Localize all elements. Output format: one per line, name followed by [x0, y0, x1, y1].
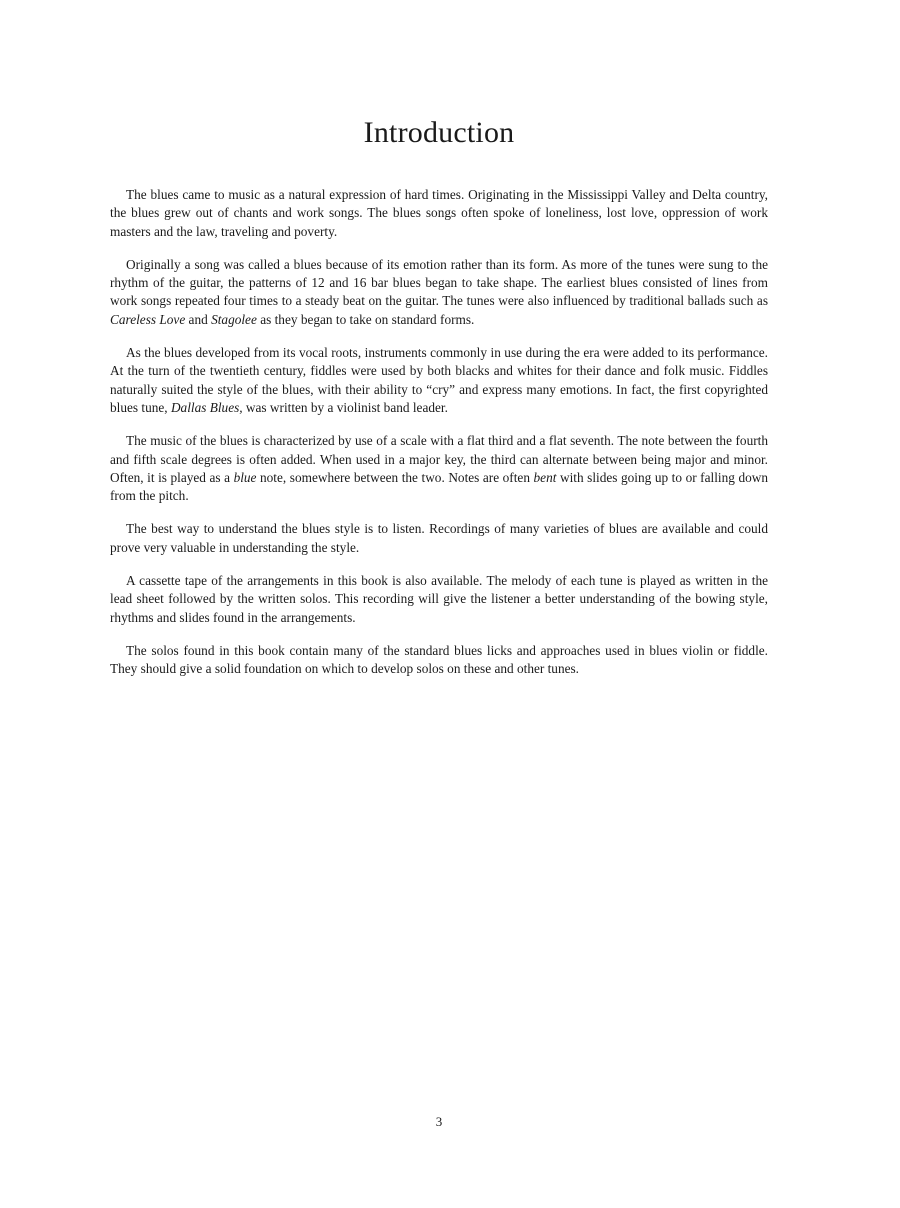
italic-title-run: Dallas Blues,	[170, 399, 243, 415]
text-run: The best way to understand the blues style is to listen. Recordings of many varieties of blues are available and could prove very valuable in understanding the style.	[110, 521, 768, 555]
paragraph-5	[110, 520, 768, 557]
page-title: Introduction	[363, 116, 515, 149]
text-run: and	[185, 311, 212, 327]
text-run: was written by a violinist band leader.	[242, 399, 448, 415]
text-run: The blues came to music as a natural expression of hard times. Originating in the Mississippi Valley and Delta country, the blues grew out of chants and work songs. The blues songs often spoke of loneliness, lost love, oppression of work masters and the law, traveling and poverty.	[110, 187, 768, 239]
text-run: Originally a song was called a blues because of its emotion rather than its form. As more of the tunes were sung to the rhythm of the guitar, the patterns of 12 and 16 bar blues began to take shape. The earliest blues consisted of lines from work songs repeated four times to a steady beat on the guitar. The tunes were also influenced by traditional ballads such as	[110, 256, 768, 309]
text-run: The music of the blues is characterized by use of a scale with a flat third and a flat seventh. The note between the fourth and fifth scale degrees is often added. When used in a major key, the third can alternate between being major and minor. Often, it is played as a	[110, 433, 768, 485]
text-run: with slides going up to or falling down from the pitch.	[110, 469, 768, 504]
italic-title-run: Stagolee	[211, 311, 257, 327]
text-run: as they began to take on standard forms.	[256, 311, 475, 327]
paragraph-6	[110, 572, 768, 627]
italic-title-run: blue	[233, 469, 257, 485]
paragraph-1	[110, 186, 768, 241]
paragraph-7	[110, 642, 768, 679]
text-run: As the blues developed from its vocal roots, instruments commonly in use during the era were added to its performance. At the turn of the twentieth century, fiddles were used by both blacks and whites for their dance and folk music. Fiddles naturally suited the style of the blues, with their ability to “cry” and express many emotions. In fact, the first copyrighted blues tune,	[110, 345, 768, 415]
body-text	[110, 186, 768, 694]
italic-title-run: Careless Love	[110, 311, 186, 327]
text-run: The solos found in this book contain many of the standard blues licks and approaches used in blues violin or fiddle. They should give a solid foundation on which to develop solos on these and other tunes.	[110, 642, 768, 677]
text-run: note, somewhere between the two. Notes are often	[256, 469, 534, 485]
italic-title-run: bent	[533, 469, 557, 485]
paragraph-4	[110, 432, 768, 505]
paragraph-3	[110, 344, 768, 417]
page-number: 3	[435, 1114, 443, 1129]
paragraph-2	[110, 256, 768, 329]
text-run: A cassette tape of the arrangements in this book is also available. The melody of each tune is played as written in the lead sheet followed by the written solos. This recording will give the listener a better understanding of the bowing style, rhythms and slides found in the arrangements.	[110, 573, 768, 625]
